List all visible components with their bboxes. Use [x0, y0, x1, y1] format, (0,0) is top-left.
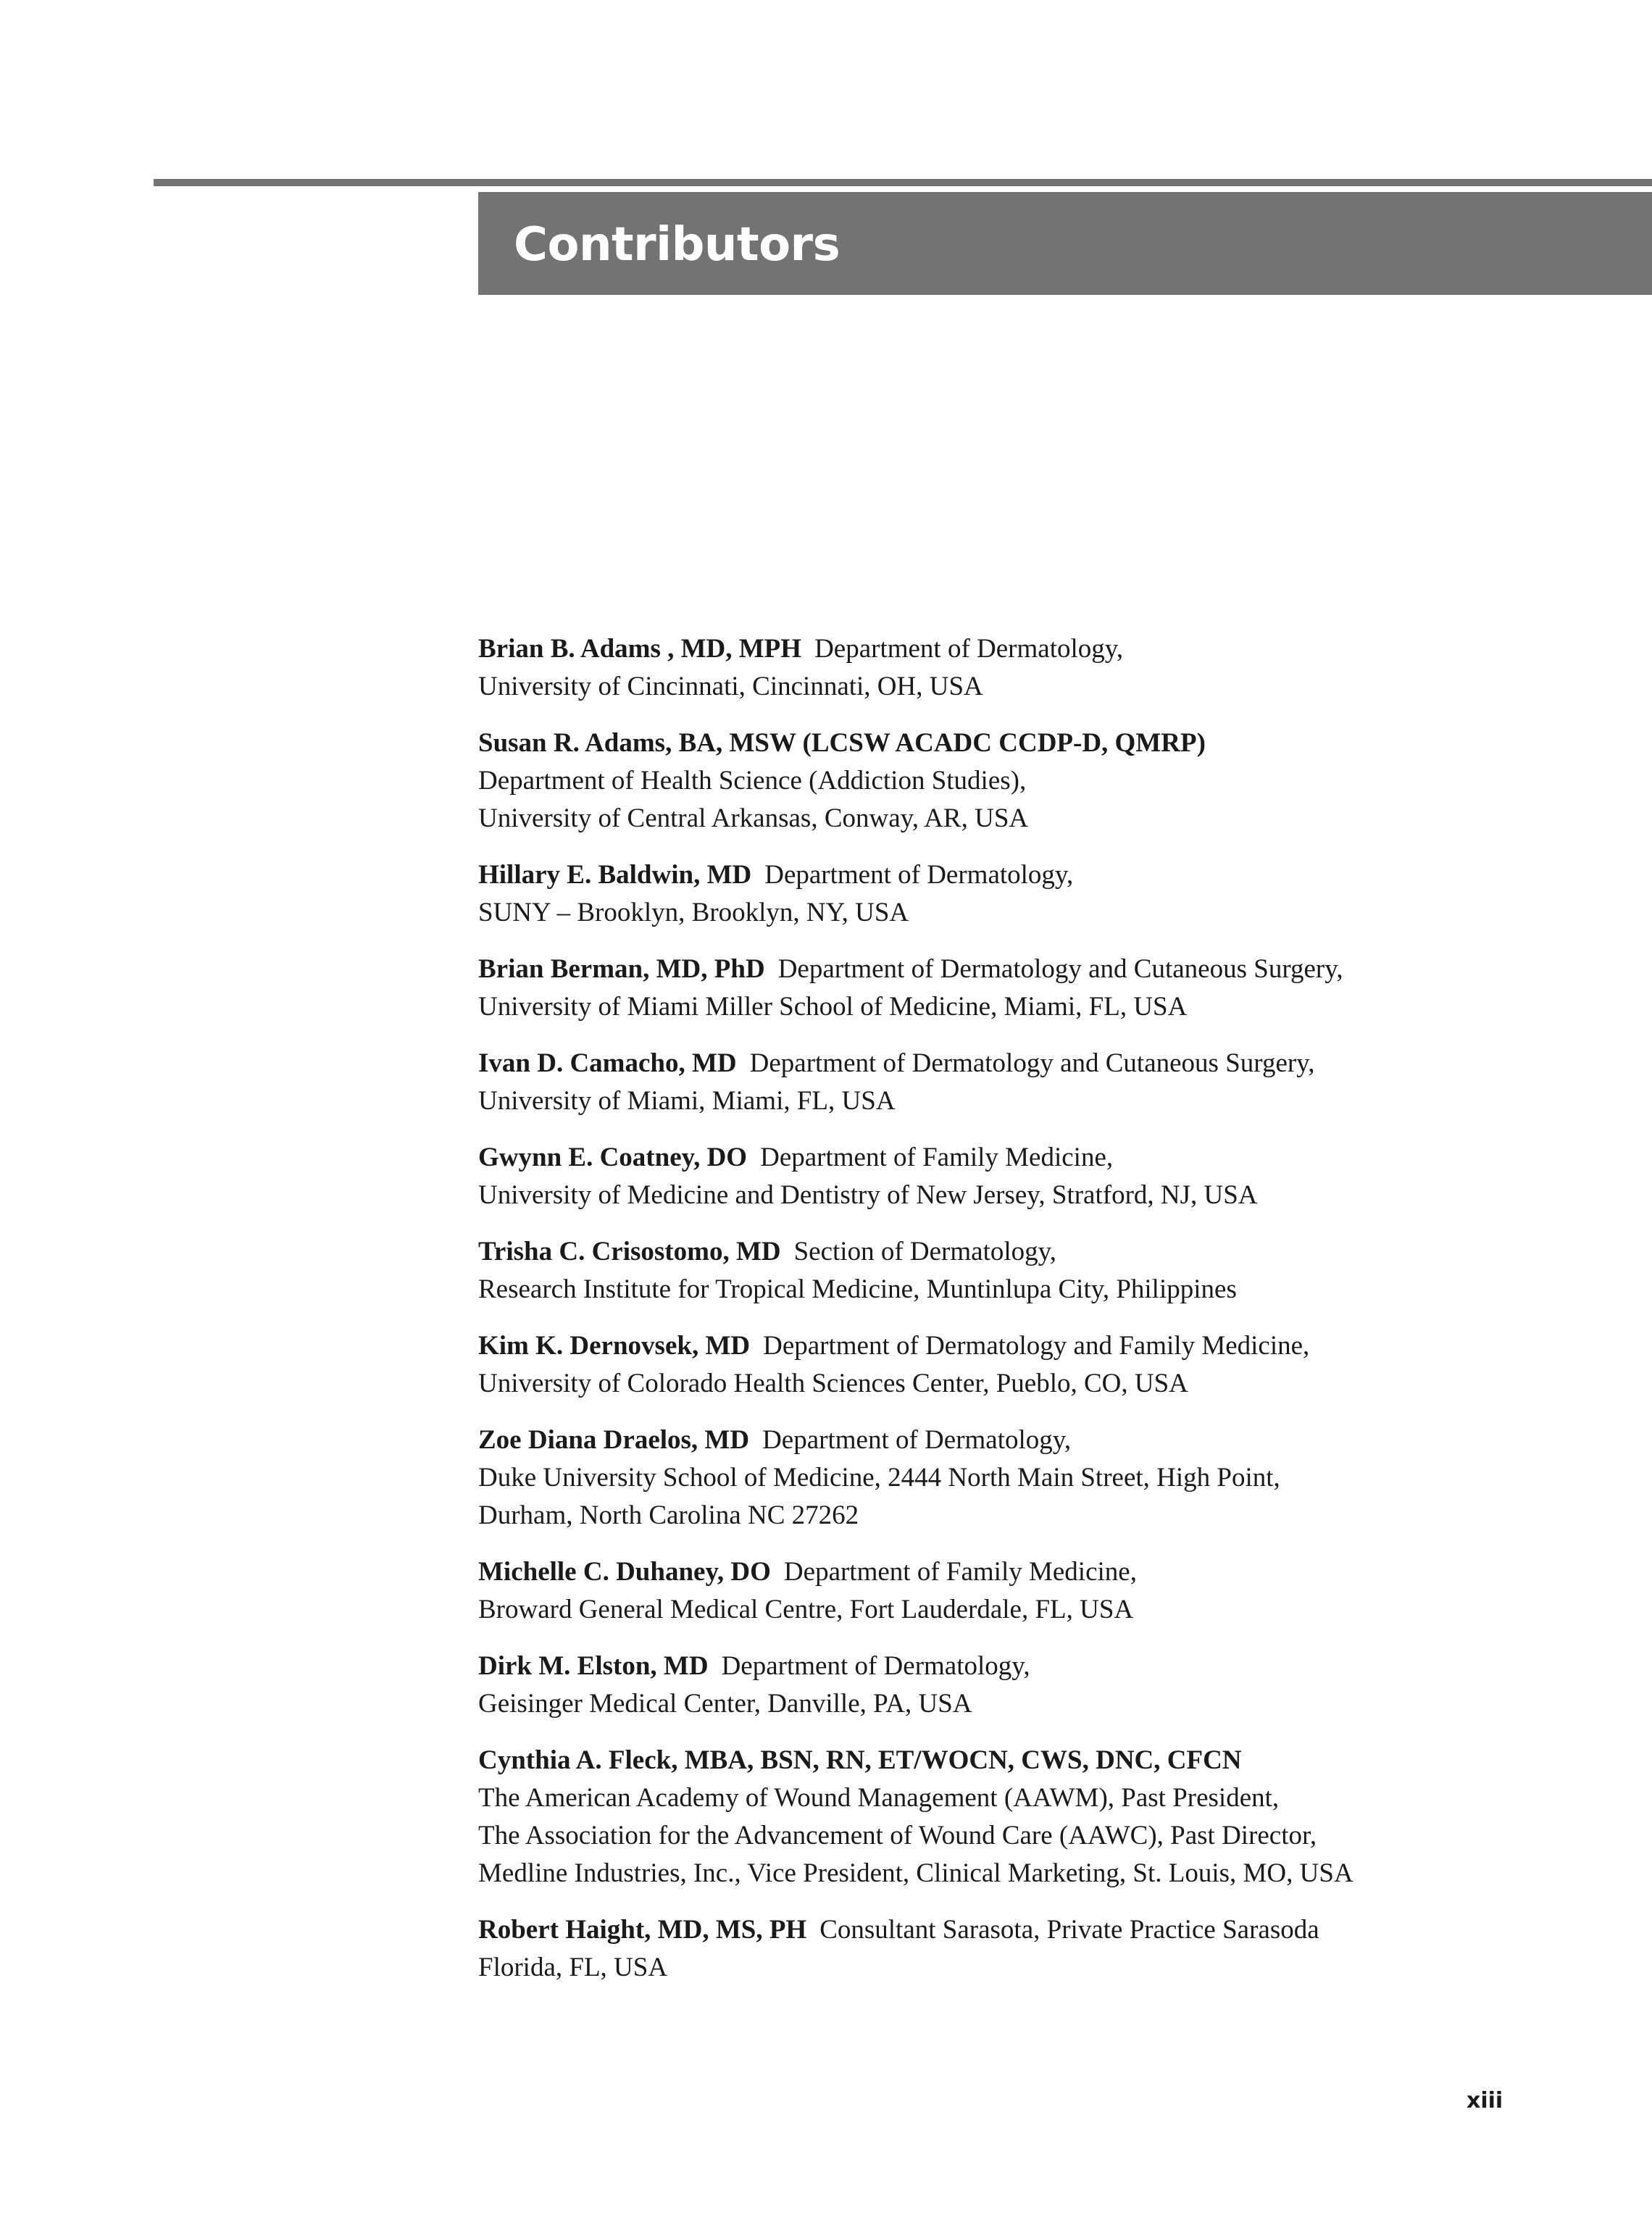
contributor-entry — [478, 951, 1536, 1026]
contributor-affiliation-line: University of Medicine and Dentistry of New Jersey, Stratford, NJ, USA — [478, 1180, 1258, 1210]
contributor-name: Zoe Diana Draelos, MD — [478, 1425, 750, 1455]
contributor-first-line — [478, 1742, 1536, 1779]
contributor-affiliation: Department of Family Medicine, — [760, 1143, 1114, 1172]
contributor-affiliation-line: University of Miami, Miami, FL, USA — [478, 1086, 896, 1116]
contributor-entry — [478, 725, 1536, 838]
contributor-entry — [478, 1327, 1536, 1403]
contributor-name: Brian B. Adams , MD, MPH — [478, 634, 802, 664]
contributor-list — [478, 630, 1536, 2005]
top-rule — [154, 179, 1652, 186]
contributor-entry — [478, 1139, 1536, 1214]
contributor-affiliation-line: University of Miami Miller School of Medicine, Miami, FL, USA — [478, 992, 1188, 1022]
page-title: Contributors — [514, 218, 840, 272]
contributor-first-line — [478, 1422, 1536, 1459]
contributor-entry — [478, 856, 1536, 932]
contributor-affiliation-line: The American Academy of Wound Management (AAWM), Past President, — [478, 1783, 1280, 1813]
contributor-name: Gwynn E. Coatney, DO — [478, 1143, 748, 1172]
contributor-affiliation: Consultant Sarasota, Private Practice Sarasoda — [819, 1915, 1319, 1945]
contributor-first-line — [478, 1648, 1536, 1685]
page-number: xiii — [1467, 2088, 1503, 2113]
contributor-affiliation-line: Department of Health Science (Addiction Studies), — [478, 766, 1027, 796]
contributor-affiliation: Department of Dermatology, — [814, 634, 1124, 664]
contributor-affiliation-line: Geisinger Medical Center, Danville, PA, USA — [478, 1689, 972, 1719]
contributor-first-line — [478, 1553, 1536, 1591]
title-banner — [478, 192, 1652, 295]
contributor-affiliation: Department of Dermatology, — [762, 1425, 1072, 1455]
contributor-entry — [478, 1742, 1536, 1892]
contributor-affiliation: Section of Dermatology, — [793, 1237, 1056, 1266]
contributor-entry — [478, 630, 1536, 706]
contributor-affiliation-line: SUNY – Brooklyn, Brooklyn, NY, USA — [478, 898, 909, 927]
contributor-affiliation-line: University of Colorado Health Sciences Center, Pueblo, CO, USA — [478, 1369, 1188, 1398]
contributor-affiliation: Department of Dermatology and Cutaneous Surgery, — [749, 1048, 1315, 1078]
contributor-first-line — [478, 1139, 1536, 1177]
contributor-affiliation: Department of Dermatology and Cutaneous Surgery, — [777, 954, 1343, 984]
contributor-first-line — [478, 1045, 1536, 1082]
contributor-name: Michelle C. Duhaney, DO — [478, 1557, 771, 1587]
contributor-first-line — [478, 1327, 1536, 1365]
contributor-first-line — [478, 725, 1536, 762]
contributor-first-line — [478, 1233, 1536, 1271]
contributor-first-line — [478, 951, 1536, 988]
contributor-name: Cynthia A. Fleck, MBA, BSN, RN, ET/WOCN, CWS, DNC, CFCN — [478, 1745, 1242, 1775]
contributor-affiliation-line: Research Institute for Tropical Medicine, Muntinlupa City, Philippines — [478, 1274, 1237, 1304]
contributor-affiliation-line: The Association for the Advancement of Wound Care (AAWC), Past Director, — [478, 1821, 1317, 1850]
contributor-affiliation-line: University of Central Arkansas, Conway, AR, USA — [478, 803, 1029, 833]
contributor-affiliation: Department of Dermatology, — [764, 860, 1074, 890]
contributor-entry — [478, 1422, 1536, 1535]
contributor-first-line — [478, 856, 1536, 894]
contributor-name: Hillary E. Baldwin, MD — [478, 860, 752, 890]
contributor-entry — [478, 1911, 1536, 1987]
contributor-entry — [478, 1648, 1536, 1723]
contributor-entry — [478, 1045, 1536, 1120]
contributor-name: Dirk M. Elston, MD — [478, 1651, 709, 1681]
contributor-first-line — [478, 1911, 1536, 1949]
contributor-name: Ivan D. Camacho, MD — [478, 1048, 737, 1078]
contributor-entry — [478, 1233, 1536, 1308]
contributor-name: Kim K. Dernovsek, MD — [478, 1331, 751, 1361]
contributor-affiliation: Department of Dermatology, — [721, 1651, 1030, 1681]
contributor-affiliation: Department of Family Medicine, — [783, 1557, 1137, 1587]
contributor-affiliation-line: Broward General Medical Centre, Fort Lauderdale, FL, USA — [478, 1595, 1134, 1624]
contributor-name: Robert Haight, MD, MS, PH — [478, 1915, 807, 1945]
contributor-affiliation-line: Florida, FL, USA — [478, 1953, 668, 1982]
contributor-name: Trisha C. Crisostomo, MD — [478, 1237, 781, 1266]
contributor-affiliation-line: Duke University School of Medicine, 2444 North Main Street, High Point, — [478, 1463, 1280, 1493]
contributor-affiliation: Department of Dermatology and Family Medicine, — [763, 1331, 1310, 1361]
contributor-first-line — [478, 630, 1536, 668]
contributor-entry — [478, 1553, 1536, 1629]
contributor-affiliation-line: Medline Industries, Inc., Vice President, Clinical Marketing, St. Louis, MO, USA — [478, 1858, 1353, 1888]
contributor-name: Susan R. Adams, BA, MSW (LCSW ACADC CCDP-D, QMRP) — [478, 728, 1206, 758]
contributor-affiliation-line: University of Cincinnati, Cincinnati, OH, USA — [478, 672, 983, 701]
contributor-name: Brian Berman, MD, PhD — [478, 954, 765, 984]
contributor-affiliation-line: Durham, North Carolina NC 27262 — [478, 1500, 859, 1530]
